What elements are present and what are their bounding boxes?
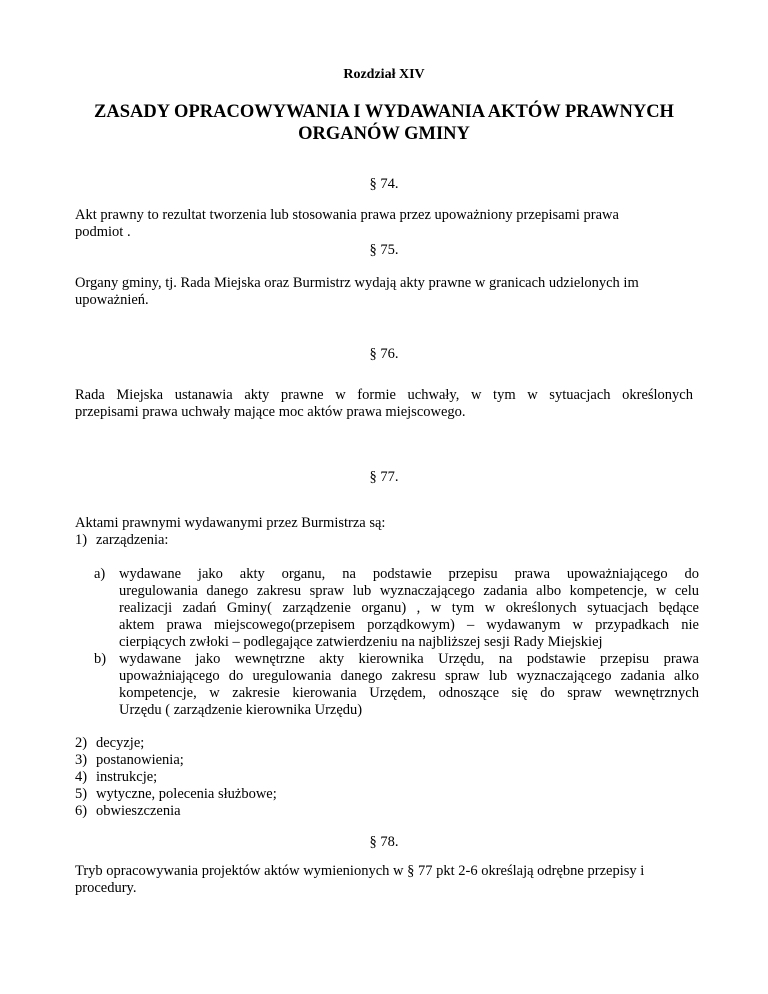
sub-list-marker: b) xyxy=(94,651,107,667)
sub-list-item-b xyxy=(94,651,699,719)
section-75-line: upoważnień. xyxy=(75,292,149,308)
sub-list-line: wydawane jako wewnętrzne akty kierownika Urzędu, na podstawie przepisu prawa xyxy=(119,651,699,667)
list-item-marker: 2) xyxy=(75,735,88,751)
list-item-text: postanowienia; xyxy=(96,752,184,768)
sub-list-item-a xyxy=(94,566,699,651)
section-heading-75: § 75. xyxy=(369,242,399,258)
sub-list-line: wydawane jako akty organu, na podstawie przepisu prawa upoważniającego do xyxy=(119,566,699,582)
list-item-marker: 5) xyxy=(75,786,88,802)
sub-list-text xyxy=(119,566,699,651)
sub-list-line: upoważniającego do uregulowania danego zakresu spraw lub wyznaczającego zadania alko xyxy=(119,668,699,684)
list-item-text: wytyczne, polecenia służbowe; xyxy=(96,786,277,802)
section-76-line: Rada Miejska ustanawia akty prawne w formie uchwały, w tym w sytuacjach określonych xyxy=(75,387,693,403)
sub-list-line: realizacji zadań Gminy( zarządzenie organu) , w tym w określonych sytuacjach będące xyxy=(119,600,699,616)
sub-list-line: kompetencje, w zakresie kierowania Urzędem, odnoszące się do spraw wewnętrznych xyxy=(119,685,699,701)
section-74-body xyxy=(75,207,693,241)
sub-list-line: cierpiących zwłoki – podlegające zatwierdzeniu na najbliższej sesji Rady Miejskiej xyxy=(119,634,603,650)
section-76-body xyxy=(75,387,693,421)
section-heading-78: § 78. xyxy=(369,834,399,850)
chapter-title-line-2: ORGANÓW GMINY xyxy=(298,124,470,144)
sub-list-line: uregulowania danego zakresu spraw lub wyznaczającego zadania albo kompetencje, w celu xyxy=(119,583,699,599)
section-heading-76: § 76. xyxy=(369,346,399,362)
section-76-line: przepisami prawa uchwały mające moc aktów prawa miejscowego. xyxy=(75,404,466,420)
section-78-body xyxy=(75,863,693,897)
list-item-marker: 6) xyxy=(75,803,88,819)
list-item-marker: 1) xyxy=(75,532,88,548)
section-75-line: Organy gminy, tj. Rada Miejska oraz Burmistrz wydają akty prawne w granicach udzielonych im xyxy=(75,275,639,291)
section-78-line: Tryb opracowywania projektów aktów wymienionych w § 77 pkt 2-6 określają odrębne przepisy i xyxy=(75,863,645,879)
list-item-text: zarządzenia: xyxy=(96,532,169,548)
chapter-heading: Rozdział XIV xyxy=(343,67,425,82)
list-item-text: instrukcje; xyxy=(96,769,158,785)
section-heading-74: § 74. xyxy=(369,176,399,192)
list-item-text: obwieszczenia xyxy=(96,803,181,819)
chapter-title-line-1: ZASADY OPRACOWYWANIA I WYDAWANIA AKTÓW PRAWNYCH xyxy=(94,102,674,122)
sub-list-line: Urzędu ( zarządzenie kierownika Urzędu) xyxy=(119,702,363,718)
section-heading-77: § 77. xyxy=(369,469,399,485)
section-77-intro: Aktami prawnymi wydawanymi przez Burmistrza są: xyxy=(75,515,386,531)
section-74-line: Akt prawny to rezultat tworzenia lub stosowania prawa przez upoważniony przepisami prawa xyxy=(75,207,619,223)
section-78-line: procedury. xyxy=(75,880,137,896)
sub-list-line: aktem prawa miejscowego(przepisem porządkowym) – wydawanym w przypadkach nie xyxy=(119,617,699,633)
sub-list-text xyxy=(119,651,699,719)
list-item-marker: 4) xyxy=(75,769,88,785)
list-item-text: decyzje; xyxy=(96,735,145,751)
section-75-body xyxy=(75,275,693,309)
sub-list-marker: a) xyxy=(94,566,106,582)
section-74-line: podmiot . xyxy=(75,224,131,240)
list-item-marker: 3) xyxy=(75,752,88,768)
